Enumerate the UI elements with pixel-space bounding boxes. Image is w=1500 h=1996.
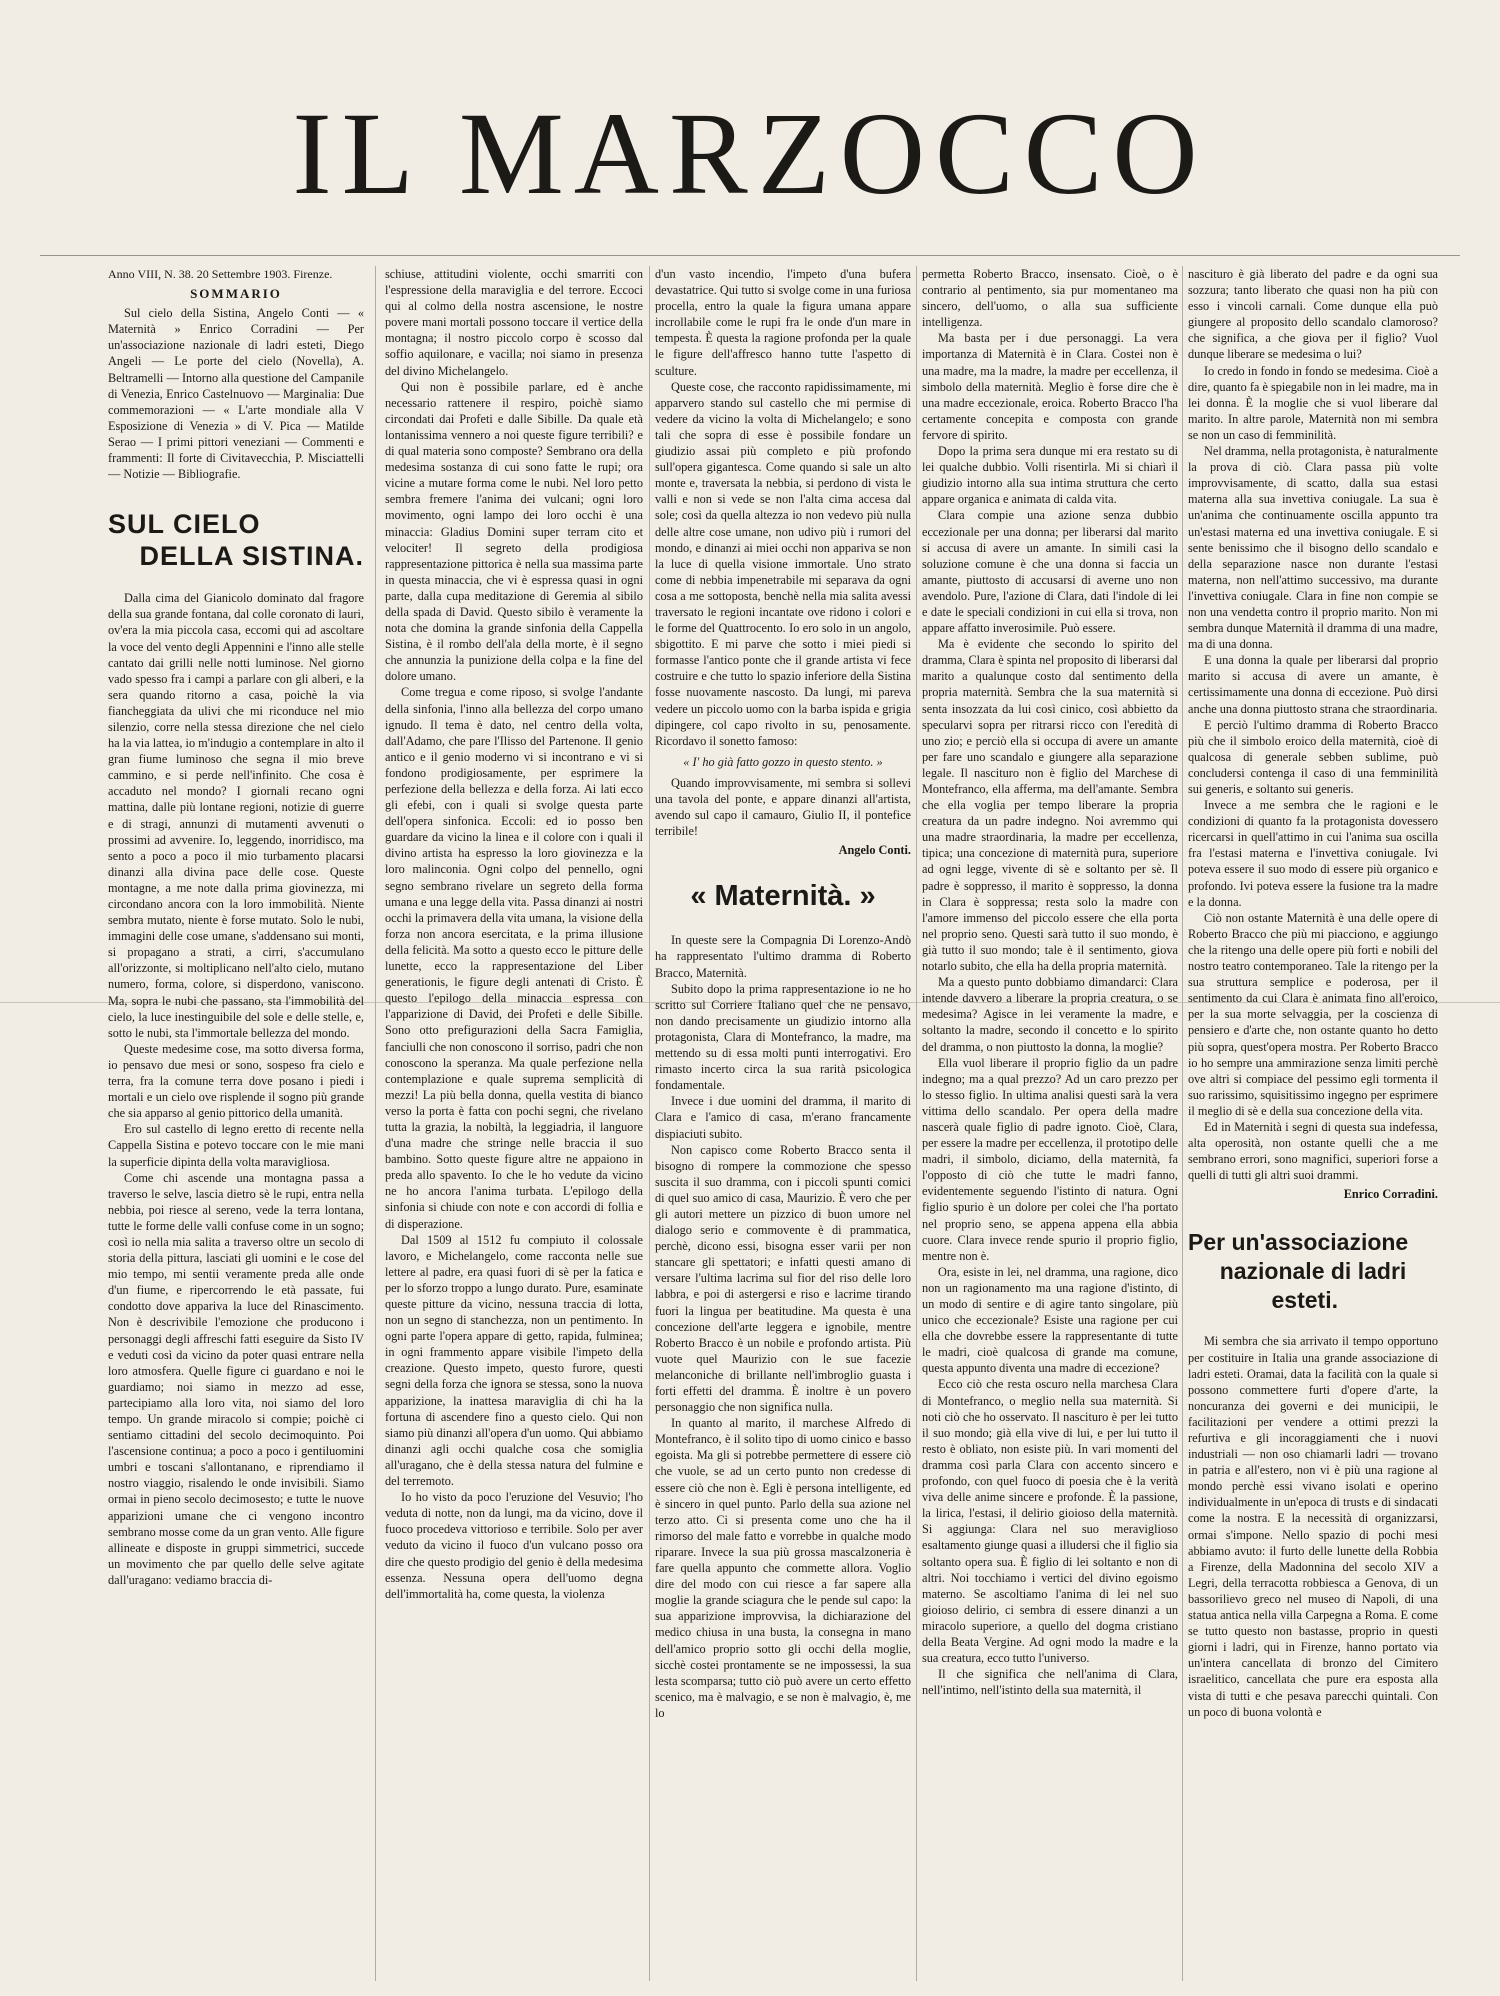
paragraph: Dal 1509 al 1512 fu compiuto il colossale lavoro, e Michelangelo, come racconta nelle sue lettere al padre, era quasi fuori di sè per la fatica e per lo sforzo troppo a lungo durato. Pure, esaminate queste pitture da vicino, nessuna traccia di lotta, non un segno di stanchezza, non un pentimento. In ogni parte l'opera appare di getto, rapida, fulminea; in ogni frammento appare visibile l'impeto della creazione. Questo impeto, questo furore, questi segni della forza che ignora se stessa, sono la nuova apparizione, la inattesa maraviglia di chi ha la fortuna di ascendere fino a questo cielo. Qui non siamo più dinanzi all'opera d'un uomo. Qui abbiamo dinanzi agli occhi qualche cosa che somiglia all'uragano, che è della stessa natura del fulmine e del terremoto.: [385, 1232, 643, 1489]
paragraph: E una donna la quale per liberarsi dal proprio marito si accusa di avere un amante, è certissimamente una donna di eccezione. Può dirsi anche una donna piuttosto strana che straordinaria.: [1188, 653, 1438, 716]
column-5: [1188, 266, 1438, 1981]
title-line: Per un'associazione: [1188, 1229, 1409, 1256]
paragraph: Come tregua e come riposo, si svolge l'andante della sinfonia, l'inno alla bellezza del corpo umano ignudo. Il tema è dato, nel centro della volta, dall'Adamo, che pare l'Ilisso del Partenone. Il genio antico e il genio moderno vi si incontrano e vi si fondono prodigiosamente, per esprimere la perfezione della bellezza e della forza. Ai lati ecco gli efebi, con i quali si svolge questa parte dell'opera sinfonica. Eccoli: ed io posso ben guardare da vicino la linea e il colore con i quali il divino artista ha espresso la loro giovinezza e la loro malinconia. Ogni colpo del pennello, ogni segno sembrano rivelare un segreto della forma umana e una legge della vita. Passa dinanzi ai nostri occhi la primavera della vita umana, la visione della forza non ancora esercitata, e la prima illusione della felicità. Ma sotto a questo ecco le pitture delle lunette, ecco la rappresentazione del Liber generationis, le figure degli antenati di Cristo. È questo l'epilogo della minaccia espressa con l'apparizione di David, dei Profeti e delle Sibille. Sono otto prefigurazioni della Sacra Famiglia, fanciulli che non conoscono il sorriso, padri che non conoscono la speranza. Ma quale perfezione nella contemplazione e quale suprema semplicità di mezzi! La più bella donna, quella vestita di bianco verso la porta è fatta con pochi segni, che rivelano tutta la grazia, la nobiltà, la leggiadria, il languore d'una madre che stringe nelle braccia il suo bambino. Sotto queste figure altre ne appaiono in preda allo spavento. Io che le ho vedute da vicino ne ho ancora l'anima turbata. L'epilogo della sinfonia si chiude con note e con accordi di follia e di disperazione.: [385, 685, 643, 1231]
column-1: [108, 266, 364, 1981]
sonnet-quote: « I' ho già fatto gozzo in questo stento. »: [683, 754, 883, 769]
paragraph: Ma è evidente che secondo lo spirito del dramma, Clara è spinta nel proposito di liberarsi dal marito a qualunque costo dal sentimento della propria maternità. Sembra che la sua maternità si senta insozzata da lui così cinico, così abbietto da specularvi sopra per ritrarsi ricco con l'eredità di uno zio; e perciò ella si occupa di avere un amante per fare uno scandalo e giungere alla separazione legale. Il nascituro non è figlio del Marchese di Montefranco, ella afferma, ma dell'amante. Sembra che ella voglia per tempo liberare la propria creatura da un padre indegno. Noi avremmo qui una madre straordinaria, la madre per eccellenza, tipica; una concezione di maternità pura, superiore ad ogni legge, vivente di sè e soltanto per sè. Il padre è soppresso, il marito è soppresso, la donna in Clara è soppressa; resta solo la madre con l'amore immenso del piccolo essere che ella porta nel proprio seno. Questi sarà tutto il suo mondo, è già tutto il suo mondo; tale è il sentimento, giova notarlo subito, che ella ha della propria maternità.: [922, 637, 1178, 974]
paragraph: Ecco ciò che resta oscuro nella marchesa Clara di Montefranco, o meglio nella sua maternità. Si noti ciò che ho osservato. Il nascituro è per lei tutto il suo mondo; già ella vive di lui, e per lui tutto il resto è obliato, non esiste più. In vari momenti del dramma così parla Clara con accento sincero e profondo, con quel fuoco di poesia che è la verità viva delle anime sincere e profonde. È la passione, la lirica, l'estasi, il delirio gioioso della maternità. Si aggiunga: Clara nel suo meraviglioso esaltamento giunge quasi a illudersi che il figlio sia soltanto opera sua. È figlio di lei soltanto e non di altri. Noi tocchiamo i vertici del divino egoismo materno. Se ascoltiamo l'anima di lei nel suo gioioso delirio, ci sembra di essere dinanzi a un miracolo superiore, a quello del dogma cristiano della Beata Vergine. Ad ogni modo la madre e la sua creatura, ecco tutto l'universo.: [922, 1377, 1178, 1666]
column-separator: [1182, 266, 1183, 1981]
paragraph: Clara compie una azione senza dubbio eccezionale per una donna; per liberarsi dal marito si accusa di avere un amante. In simili casi la soluzione comune è che una donna si faccia un amante, piuttosto di accusarsi di averne uno non avendolo. Pure, l'azione di Clara, dati l'indole di lei e date le speciali condizioni in cui ella si trova, non appare affatto inverosimile. Può essere.: [922, 508, 1178, 636]
paragraph: Qui non è possibile parlare, ed è anche necessario rattenere il respiro, poichè siamo circondati dai Profeti e dalle Sibille. Da quale età lontanissima vennero a noi queste figure terribili? e di qual materia sono composte? Sembrano ora della medesima sostanza di cui sono fatte le rupi; ora vicine a mutare forma come le nubi. Nel loro petto sembra fremere l'anima dei vulcani; ogni loro movimento, ogni lampo dei loro occhi è una minaccia: Gladius Domini super terram cito et velociter! Il segreto della prodigiosa rappresentazione pittorica è nella sua massima parte in questa minaccia, che vi è espressa quasi in ogni parte, dalla cupa meditazione di Geremia al sibilo della spada di David. Questo sibilo è veramente la nota che domina la grande sinfonia della Cappella Sistina, è il rombo dell'ala della morte, è il segno che annunzia la punizione della colpa e la fine del dolore umano.: [385, 379, 643, 684]
paragraph: Ma basta per i due personaggi. La vera importanza di Maternità è in Clara. Costei non è una madre, ma la madre, la madre per eccellenza, il simbolo della maternità. Meglio è forse dire che è una madre eccezionale, eroica. Roberto Bracco l'ha certamente concepita e composta con grande fervore di spirito.: [922, 331, 1178, 442]
signature-conti: Angelo Conti.: [838, 843, 911, 858]
paragraph: Invece a me sembra che le ragioni e le condizioni di quanto fa la protagonista dovessero ricercarsi in quell'attimo in cui l'anima sua oscilla fra l'estasi materna e l'invettiva coniugale. Ivi poteva essere il suo modo di essere più organico e profondo. Ivi poteva essere la fusione tra la madre e la donna.: [1188, 798, 1438, 909]
title-line: DELLA SISTINA.: [139, 541, 364, 572]
paragraph: Subito dopo la prima rappresentazione io ne ho scritto sul Corriere Italiano quel che ne pensavo, non dando precisamente un giudizio intorno alla protagonista, Clara di Montefranco, la madre, ma mettendo su di essa molti punti interrogativi. Ero rimasto incerto circa la sua rarità psicologica fondamentale.: [655, 981, 911, 1093]
column-2: [385, 266, 643, 1981]
paragraph: In quanto al marito, il marchese Alfredo di Montefranco, è il solito tipo di uomo cinico e basso egoista. Ma gli si potrebbe permettere di essere ciò che vuole, se ad un certo punto non credesse di essere ciò che non è. Egli è persona intelligente, ed è sincero in quel punto. Parlo della sua azione nel terzo atto. Ci si presenta come uno che ha il rimorso del male fatto e vorrebbe in qualche modo riparare. Invece la sua più grossa mascalzoneria è fare quella appunto che commette allora. Voglio dire del modo con cui riesce a far sapere alla moglie la grande sciagura che le pende sul capo: la sua apparizione improvvisa, la dichiarazione del medico chiusa in una busta, la consegna in mano dell'amico proprio sotto gli occhi della moglie, sicchè costei prontamente se ne impossessi, la sua lesta scomparsa; tutto ciò può avere un certo effetto scenico, ma è malvagio, e se non è malvagio, è, me lo: [655, 1416, 911, 1720]
paragraph: nascituro è già liberato del padre e da ogni sua sozzura; tanto liberato che quasi non ha più con esso i vincoli carnali. Come dunque ella può giungere al proposito dello scandalo clamoroso? che significa, a che giova per il figlio? Vuol dunque liberare se medesima o lui?: [1188, 267, 1438, 362]
paragraph: Nel dramma, nella protagonista, è naturalmente la prova di ciò. Clara passa più volte improvvisamente, di scatto, dalla sua estasi materna alla sua invettiva coniugale. La sua è un'anima che continuamente oscilla appunto tra un'estasi materna ed una invettiva coniugale. E si sente benissimo che il bisogno dello scandalo e della separazione nasce non durante l'estasi materna, non nell'attimo successivo, ma durante l'invettiva coniugale. Clara in fine non compie se non una vendetta contro il proprio marito. Non mi sembra dunque Maternità il dramma di una madre, ma di una donna.: [1188, 444, 1438, 652]
signature-corradini: Enrico Corradini.: [1343, 1187, 1438, 1202]
masthead-rule: [40, 255, 1460, 256]
issue-line: Anno VIII, N. 38. 20 Settembre 1903. Firenze.: [108, 267, 333, 281]
paragraph: schiuse, attitudini violente, occhi smarriti con l'espressione della maraviglia e del terrore. Eccoci qui al colmo della nostra ascensione, le nostre povere mani mortali possono toccare il vertice della montagna; il nostro piccolo corpo è scosso dal soffio aquilonare, e vacilla; noi siamo in presenza del divino Michelangelo.: [385, 267, 643, 378]
article-title-maternita: « Maternità. »: [690, 880, 876, 913]
title-line: nazionale di ladri: [1219, 1258, 1407, 1285]
paragraph: Mi sembra che sia arrivato il tempo opportuno per costituire in Italia una grande associazione di ladri esteti. Oramai, data la facilità con la quale si possono commettere furti d'opere d'arte, la noncuranza dei governi e dei municipii, le facilitazioni per vendere a ottimi prezzi la refurtiva e gli incoraggiamenti che i nuovi industriali — non oso chiamarli ladri — trovano in patria e all'estero, non vi è più una ragione al mondo perchè essi vivano isolati e operino individualmente in un'epoca di trusts e di sindacati come la nostra. E la necessità di organizzarsi, ormai s'impone. Nello spazio di pochi mesi abbiamo avuto: il furto delle lunette della Robbia a Firenze, della Madonnina del secolo XIV a Legri, della terracotta robbiesca a Genova, di un bassorilievo greco nel museo di Napoli, di una statua antica nella villa Carpegna a Roma. E come se tutto questo non bastasse, proprio in questi giorni i ladri, qui in Firenze, hanno portato via un'intera cancellata di bronzo del Cimitero israelitico, cancellata che pure era esposta alla vista di tutti e che pesava parecchi quintali. Con un poco di buona volontà e: [1188, 1334, 1438, 1719]
paragraph: Io credo in fondo in fondo se medesima. Cioè a dire, quanto fa è spiegabile non in lei madre, ma in lei donna. È la moglie che si vuol liberare dal marito. In altre parole, Maternità non mi sembra se non un caso di femminilità.: [1188, 363, 1438, 442]
paragraph: d'un vasto incendio, l'impeto d'una bufera devastatrice. Qui tutto si svolge come in una furiosa procella, entro la quale la figura umana appare incrollabile come le rupi fra le onde d'un mare in tempesta. È questa la ragione profonda per la quale le figure dell'affresco hanno tutte l'aspetto di sculture.: [655, 267, 911, 378]
article-title-ladri-esteti: [1188, 1228, 1438, 1315]
paragraph: Ero sul castello di legno eretto di recente nella Cappella Sistina e potevo toccare con le mie mani la superficie dipinta della volta maravigliosa.: [108, 1122, 364, 1169]
paragraph: Queste medesime cose, ma sotto diversa forma, io pensavo due mesi or sono, sospeso fra cielo e terra, fra la comune terra dove posano i piedi i mortali e un cielo ove risplende il sogno più grande che sia apparso al genio pittorico della umanità.: [108, 1041, 364, 1121]
paragraph: Ella vuol liberare il proprio figlio da un padre indegno; ma a qual prezzo? Ad un caro prezzo per lo stesso figlio. In ultima analisi questi sarà la vera vittima dello scandalo. Per opera della madre nascerà quale figlio di padre ignoto. Cioè, Clara, per essere la madre per eccellenza, il prototipo delle madri, il simbolo, diciamo, della maternità, fa l'opposto di ciò che tutte le madri fanno, evidentemente seguendo l'istinto di natura. Ogni figlio spurio è un dolore per colei che l'ha portato nel proprio seno, se appena appena ella abbia cuore. Clara invece rende spurio il proprio figlio, mentre non è.: [922, 1055, 1178, 1263]
paragraph: E perciò l'ultimo dramma di Roberto Bracco più che il simbolo eroico della maternità, cioè di qualcosa di generale sebben sublime, può concludersi contenga il caso di una femminilità sui generis, e soltanto sui generis.: [1188, 717, 1438, 796]
paragraph: Come chi ascende una montagna passa a traverso le selve, lascia dietro sè le rupi, entra nella nebbia, poi riesce al sereno, vede la terra lontana, tutte le forme delle valli confuse come in un sogno; così io nella mia salita a traverso oltre un secolo di storia della pittura, lasciati gli uomini e le cose del mio tempo, mi sentii veramente preda alle onde d'un fiume, e ripercorrendo le età passate, fui condotto dove appariva la luce del Rinascimento. Non è descrivibile l'emozione che producono i personaggi degli affreschi fatti eseguire da Sisto IV e veduti così da vicino da poter quasi entrare nella loro atmosfera. Quelle figure ci guardano e noi le guardiamo; noi siamo in mezzo ad esse, partecipiamo alla loro vita, noi siamo del loro tempo. Un grande miracolo si compie; poichè ci sentiamo cittadini del secolo decimoquinto. Poi l'ascensione continua; a poco a poco i gentiluomini umbri e toscani s'allontanano, e riprendiamo il nostro viaggio, risalendo le onde invisibili. Siamo ormai in pieno secolo decimosesto; e tutte le nuove apparizioni umane che ci vengono incontro sembrano mosse come da un gran vento. Alle figure allineate e disposte in gruppi simmetrici, succede un movimento che par quello delle selve agitate dall'uragano: vediamo braccia di-: [108, 1170, 364, 1587]
sommario-title: SOMMARIO: [190, 286, 282, 302]
article-title-sistina: [108, 508, 364, 572]
paragraph: In queste sere la Compagnia Di Lorenzo-Andò ha rappresentato l'ultimo dramma di Roberto Bracco, Maternità.: [655, 933, 911, 980]
column-separator: [375, 266, 376, 1981]
paragraph: Il che significa che nell'anima di Clara, nell'intimo, nell'istinto della sua maternità, il: [922, 1667, 1178, 1698]
column-3: [655, 266, 911, 1981]
paragraph: Invece i due uomini del dramma, il marito di Clara e l'amico di casa, m'erano francamente dispiaciuti subito.: [655, 1094, 911, 1141]
paragraph: Ed in Maternità i segni di questa sua indefessa, alta operosità, non ostante quelli che a me sembrano errori, sono magnifici, superiori forse a quelli di tutti gli altri suoi drammi.: [1188, 1119, 1438, 1183]
paragraph: Io ho visto da poco l'eruzione del Vesuvio; l'ho veduta di notte, non da lungi, ma da vicino, dove il fuoco procedeva vittorioso e terribile. Solo per aver veduto da vicino il fuoco d'un vulcano posso ora dire che questo prodigio del genio è della medesima essenza. Nessuna opera dell'uomo degna dell'immortalità ha, come questa, la violenza: [385, 1490, 643, 1601]
paragraph: Ciò non ostante Maternità è una delle opere di Roberto Bracco che più mi piacciono, e aggiungo che la ritengo una delle opere più forti e nobili del nostro teatro contemporaneo. Tale la ritengo per la sua struttura semplice e poderosa, per il sentimento da cui Clara è animata fino all'eroico, per la sua morte selvaggia, per la coscienza di pensiero e d'arte che, non ostante quanto ho detto più sopra, quest'opera mostra. Per Roberto Bracco io ho sempre una ammirazione senza limiti perchè ove altri si compiace del pessimo egli tormenta il suo rarissimo, squisitissimo ingegno per esprimere il meglio di sè e della sua concezione della vita.: [1188, 910, 1438, 1118]
paragraph: Dalla cima del Gianicolo dominato dal fragore della sua grande fontana, dal colle coronato di lauri, ov'era la mia piccola casa, eccomi qui ad ascoltare la voce del vento degli Appennini e l'inno alle stelle cantato dai grilli nelle notti luminose. Nel giorno vado spesso fra i campi a parlare con gli alberi, e la sera quando ritorno a casa, poichè la via fiancheggiata da ulivi che mi riconduce nel mio silenzio, corre nella stessa direzione che nel cielo ha la via lattea, io m'indugio a contemplare in alto il gran fiume luminoso che segna il mio breve cammino, e si perde nell'infinito. Che cosa è accaduto nel mondo? I giornali recano ogni mattina, dalle più lontane regioni, notizie di guerre e di stragi, annunzi di mutamenti avvenuti o prossimi ad avvenire. Io, leggendo, inorridisco, ma sento a poco a poco il mio turbamento placarsi dinanzi alla divina pace delle cose. Queste montagne, a me note dalla prima giovinezza, mi circondano ancora con la loro immobilità. Niente sembra mutato, niente è forse mutato. Solo le nubi, immagini delle cose umane, s'addensano sui monti, si propagano a strati, a cirri, s'accumulano all'orizzonte, si moltiplicano nell'alto cielo, mutano numero, forma, colore, si disperdono, vaniscono. Ma, sopra le nubi che passano, sta l'immobilità del cielo, la luce inestinguibile del sole e delle stelle, e, sotto le nubi, sta l'immortale bellezza del mondo.: [108, 591, 364, 1040]
paragraph: permetta Roberto Bracco, insensato. Cioè, o è contrario al pentimento, sia pur momentaneo ma sincero, dell'uomo, o alla sua sufficiente intelligenza.: [922, 267, 1178, 330]
paragraph: Ora, esiste in lei, nel dramma, una ragione, dico non un ragionamento ma una ragione d'istinto, di un modo di sentire e di agire tanto singolare, più unico che eccezionale? Esiste una ragione per cui ella che dovrebbe essere la rappresentante di tutte le madri, cioè qualcosa di grande ma comune, questa appunto diventa una madre di eccezione?: [922, 1264, 1178, 1376]
title-line: esteti.: [1271, 1287, 1338, 1314]
paragraph: Non capisco come Roberto Bracco senta il bisogno di rompere la commozione che spesso suscita il suo dramma, con i piccoli spunti comici di quel suo amico di casa, Maurizio. È vero che per gli autori mettere un pizzico di buon umore nel dialogo serio e commovente è di prammatica, perchè, dicono essi, bisogna esser varii per non stancare gli spettatori; e infatti questi amano di versare l'ultima lacrima sul fior del riso delle loro labbra, e poi di astergersi e riso e lacrime tirando fuori la lingua per beatitudine. Ma questa è una concezione dell'arte leggera e ignobile, mentre Roberto Bracco è un nobile e profondo artista. Più vuote quel Maurizio con le sue facezie melanconiche di brillante nell'imbroglio guasta i forti effetti del dramma. È inoltre è un povero personaggio che non significa nulla.: [655, 1142, 911, 1415]
column-separator: [916, 266, 917, 1981]
paragraph: Queste cose, che racconto rapidissimamente, mi apparvero stando sul castello che mi permise di vedere da vicino la volta di Michelangelo; e sono tali che sopra di esse è possibile fondare un giudizio assai più completo e più profondo sull'opera gigantesca. Come quando si sale un alto monte e, traversata la nebbia, si perdono di vista le valli e non si vede se non l'alta cima accesa dal sole; così da quella altezza io non vedevo più nulla delle altre cose umane, non udivo più i rumori del mondo, e dinanzi ai miei occhi non appariva se non la luce di quella visione immortale. Uno strato come di nebbia impenetrabile mi separava da ogni cosa a me sottoposta, benchè nella mia salita avessi traversato le regioni incantate ove ridono i colori e le forme del Quattrocento. Io ero solo in un angolo, sbigottito. E mi parve che sotto i miei piedi si formasse l'antico ponte che il grande artista vi fece costruire e che tutto lo spazio inferiore della Sistina fosse nuovamente nascosto. Da lungi, mi pareva vedere un piccolo uomo con la barba ispida e grigia dipingere, col capo rivolto in su, penosamente. Ricordavo il sonetto famoso:: [655, 379, 911, 748]
paragraph: Ma a questo punto dobbiamo dimandarci: Clara intende davvero a liberare la propria creatura, o se medesima? Agisce in lei veramente la madre, e soltanto la madre, secondo il concetto e lo spirito del dramma, o non piuttosto la donna, la moglie?: [922, 975, 1178, 1054]
paragraph: Quando improvvisamente, mi sembra si sollevi una tavola del ponte, e appare dinanzi all'artista, avendo sul capo il camauro, Giulio II, il pontefice terribile!: [655, 775, 911, 839]
title-line: SUL CIELO: [108, 509, 261, 540]
column-4: [922, 266, 1178, 1981]
paragraph: Dopo la prima sera dunque mi era restato su di lei qualche dubbio. Volli risentirla. Mi si chiarì il giudizio intorno alla sua intima struttura che certo appare organica e animata di calda vita.: [922, 444, 1178, 507]
sommario-text: Sul cielo della Sistina, Angelo Conti — « Maternità » Enrico Corradini — Per un'associazione nazionale di ladri esteti, Diego Angeli — Le porte del cielo (Novella), A. Beltramelli — Intorno alla questione del Campanile di Venezia, Enrico Castelnuovo — Marginalia: Due commemorazioni — « L'arte mondiale alla V Esposizione di Venezia » di V. Pica — Matilde Serao — I primi pittori veneziani — Commenti e frammenti: Il forte di Civitavecchia, P. Misciattelli — Notizie — Bibliografie.: [108, 306, 364, 482]
masthead: IL MARZOCCO: [292, 88, 1208, 219]
column-separator: [649, 266, 650, 1981]
